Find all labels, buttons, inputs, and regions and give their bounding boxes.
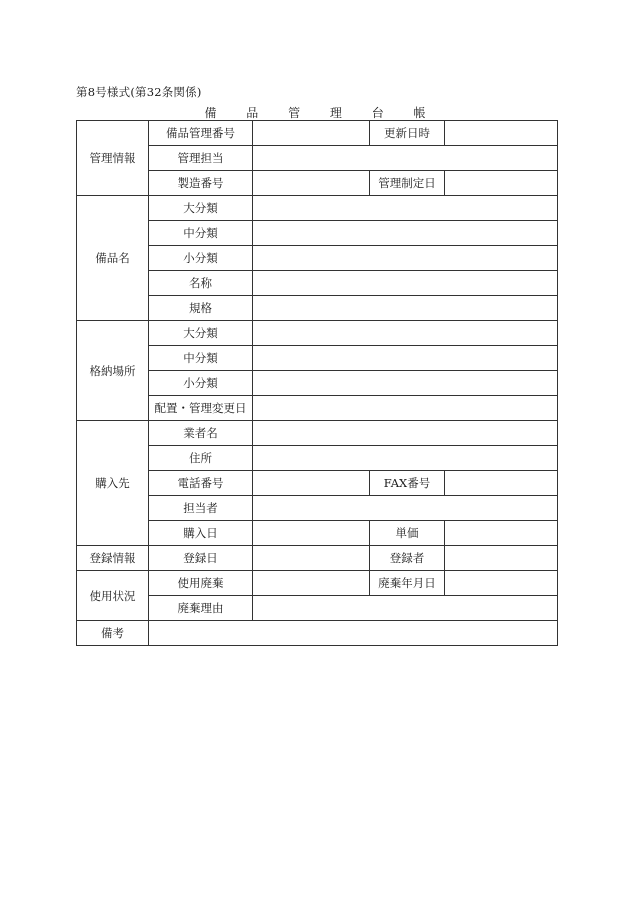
equipment-ledger-table <box>76 120 558 646</box>
section-label-usage: 使用状況 <box>77 571 149 621</box>
field-value-remarks[interactable] <box>149 621 558 646</box>
table-row <box>77 371 558 396</box>
table-row <box>77 221 558 246</box>
table-row <box>77 621 558 646</box>
field-label-storage-major: 大分類 <box>149 321 253 346</box>
field-label-serial: 製造番号 <box>149 171 253 196</box>
field-value-item-number[interactable] <box>253 121 370 146</box>
field-value-purchase-date[interactable] <box>253 521 370 546</box>
field-label-registration-date: 登録日 <box>149 546 253 571</box>
field-label-disposal-date: 廃棄年月日 <box>370 571 445 596</box>
field-value-disposal-reason[interactable] <box>253 596 558 621</box>
table-row <box>77 346 558 371</box>
field-value-item-minor[interactable] <box>253 246 558 271</box>
field-value-disposal-date[interactable] <box>445 571 558 596</box>
form-number: 第8号様式(第32条関係) <box>76 85 202 99</box>
table-row <box>77 121 558 146</box>
field-value-placement[interactable] <box>253 396 558 421</box>
field-value-registrant[interactable] <box>445 546 558 571</box>
field-value-storage-major[interactable] <box>253 321 558 346</box>
table-row <box>77 446 558 471</box>
field-label-disposal: 使用廃棄 <box>149 571 253 596</box>
table-row <box>77 521 558 546</box>
field-value-phone[interactable] <box>253 471 370 496</box>
field-value-designated[interactable] <box>445 171 558 196</box>
field-label-storage-minor: 小分類 <box>149 371 253 396</box>
table-row <box>77 271 558 296</box>
field-label-purchase-date: 購入日 <box>149 521 253 546</box>
field-label-item-major: 大分類 <box>149 196 253 221</box>
page-title: 備 品 管 理 台 帳 <box>204 106 439 120</box>
field-label-item-middle: 中分類 <box>149 221 253 246</box>
field-value-manager[interactable] <box>253 146 558 171</box>
field-value-address[interactable] <box>253 446 558 471</box>
field-label-item-minor: 小分類 <box>149 246 253 271</box>
field-value-fax[interactable] <box>445 471 558 496</box>
field-label-storage-middle: 中分類 <box>149 346 253 371</box>
field-value-unit-price[interactable] <box>445 521 558 546</box>
field-label-address: 住所 <box>149 446 253 471</box>
table-row <box>77 546 558 571</box>
table-row <box>77 471 558 496</box>
field-label-contact: 担当者 <box>149 496 253 521</box>
field-value-updated[interactable] <box>445 121 558 146</box>
field-label-fax: FAX番号 <box>370 471 445 496</box>
field-value-item-spec[interactable] <box>253 296 558 321</box>
table-row <box>77 496 558 521</box>
field-value-registration-date[interactable] <box>253 546 370 571</box>
section-label-registration: 登録情報 <box>77 546 149 571</box>
field-value-item-major[interactable] <box>253 196 558 221</box>
section-label-item-name: 備品名 <box>77 196 149 321</box>
field-value-contact[interactable] <box>253 496 558 521</box>
field-label-manager: 管理担当 <box>149 146 253 171</box>
table-row <box>77 596 558 621</box>
field-label-item-spec: 規格 <box>149 296 253 321</box>
table-row <box>77 396 558 421</box>
section-label-management: 管理情報 <box>77 121 149 196</box>
section-label-remarks: 備考 <box>77 621 149 646</box>
table-row <box>77 296 558 321</box>
table-row <box>77 196 558 221</box>
table-row <box>77 421 558 446</box>
field-value-item-middle[interactable] <box>253 221 558 246</box>
section-label-storage: 格納場所 <box>77 321 149 421</box>
field-label-unit-price: 単価 <box>370 521 445 546</box>
field-label-disposal-reason: 廃棄理由 <box>149 596 253 621</box>
section-label-purchase: 購入先 <box>77 421 149 546</box>
field-value-storage-middle[interactable] <box>253 346 558 371</box>
field-value-disposal[interactable] <box>253 571 370 596</box>
field-value-serial[interactable] <box>253 171 370 196</box>
field-label-vendor: 業者名 <box>149 421 253 446</box>
field-label-phone: 電話番号 <box>149 471 253 496</box>
field-label-updated: 更新日時 <box>370 121 445 146</box>
field-label-item-number: 備品管理番号 <box>149 121 253 146</box>
table-row <box>77 146 558 171</box>
field-label-registrant: 登録者 <box>370 546 445 571</box>
field-label-item-name: 名称 <box>149 271 253 296</box>
table-row <box>77 571 558 596</box>
field-value-storage-minor[interactable] <box>253 371 558 396</box>
field-label-placement: 配置・管理変更日 <box>149 396 253 421</box>
field-value-vendor[interactable] <box>253 421 558 446</box>
table-row <box>77 171 558 196</box>
table-row <box>77 246 558 271</box>
field-value-item-name[interactable] <box>253 271 558 296</box>
table-row <box>77 321 558 346</box>
field-label-designated: 管理制定日 <box>370 171 445 196</box>
